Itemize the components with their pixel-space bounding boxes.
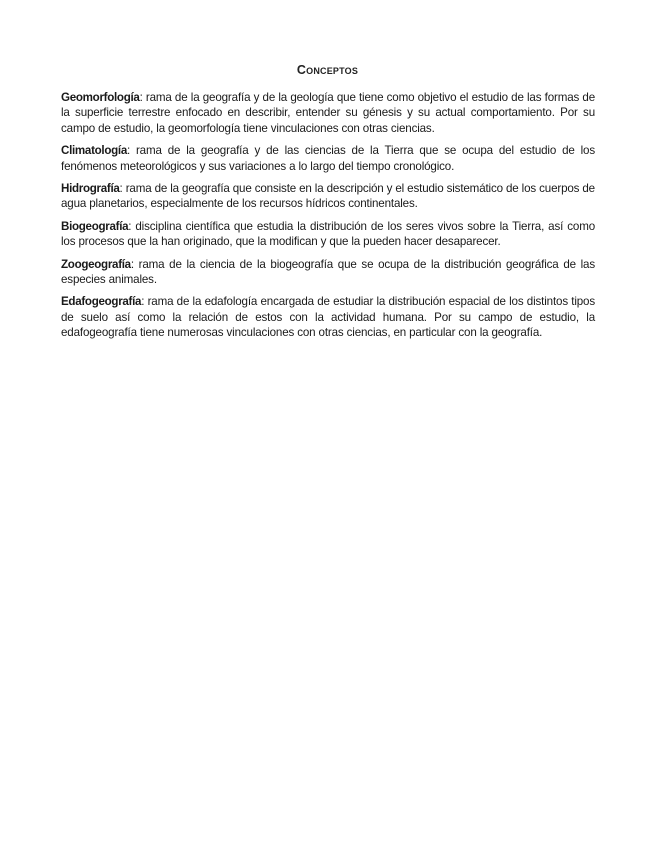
definition-climatologia — [61, 143, 595, 174]
definition-biogeografia — [61, 219, 595, 250]
definition-term: Biogeografía — [61, 219, 129, 233]
definition-text: : disciplina científica que estudia la distribución de los seres vivos sobre la Tierra, así como los procesos que la han originado, que la modifican y que la pueden hacer desaparecer. — [61, 219, 595, 249]
definition-text: : rama de la edafología encargada de estudiar la distribución espacial de los distintos tipos de suelo así como la relación de estos con la actividad humana. Por su campo de estudio, la edafogeografía tiene numerosas vinculaciones con otras ciencias, en particular con la geografía. — [61, 295, 595, 340]
page-title: Conceptos — [296, 63, 359, 77]
definition-text: : rama de la geografía que consiste en la descripción y el estudio sistemático de los cuerpos de agua planetarios, especialmente de los recursos hídricos continentales. — [61, 182, 595, 211]
definition-edafogeografia — [61, 294, 595, 340]
definitions-list — [61, 90, 595, 348]
definition-term: Edafogeografía — [61, 295, 142, 309]
definition-term: Zoogeografía — [61, 257, 131, 271]
definition-text: : rama de la geografía y de las ciencias de la Tierra que se ocupa del estudio de los fenómenos meteorológicos y sus variaciones a lo largo del tiempo cronológico. — [61, 144, 595, 173]
definition-hidrografia — [61, 181, 595, 212]
definition-term: Geomorfología — [61, 91, 140, 104]
definition-term: Climatología — [61, 144, 127, 158]
definition-zoogeografia — [61, 257, 595, 288]
definition-text: : rama de la geografía y de la geología que tiene como objetivo el estudio de las formas de la superficie terrestre enfocado en describir, entender su génesis y su actual comportamiento. Por su campo de estudio, la geomorfología tiene vinculaciones con otras ciencias. — [61, 91, 595, 135]
definition-term: Hidrografía — [61, 182, 120, 196]
definition-text: : rama de la ciencia de la biogeografía que se ocupa de la distribución geográfica de las especies animales. — [61, 257, 595, 287]
definition-geomorfologia — [61, 90, 595, 136]
